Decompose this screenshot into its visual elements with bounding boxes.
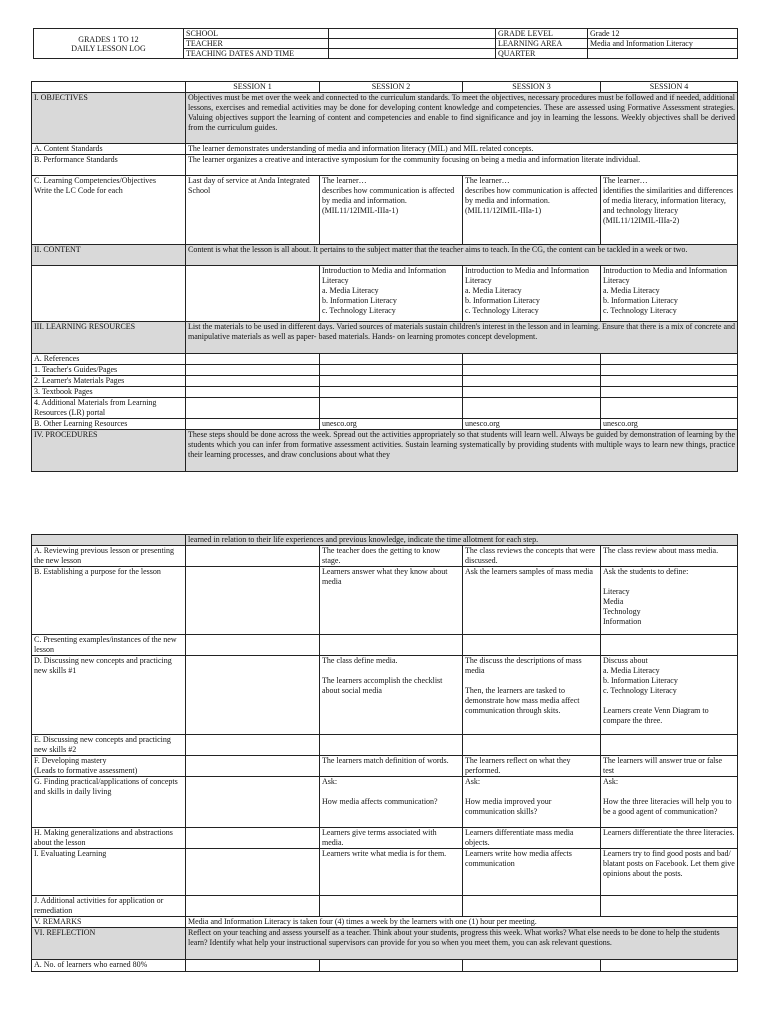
remarks-label: V. REMARKS bbox=[32, 917, 186, 928]
lesson-table-page-1 bbox=[31, 81, 738, 472]
procedure-j-label: J. Additional activities for application or remediation bbox=[32, 896, 186, 917]
procedure-h-row bbox=[32, 828, 738, 849]
competencies-session-2[interactable]: The learner… describes how communication is affected by media and information. (MIL11/12IMIL-IIIa-1) bbox=[320, 176, 463, 245]
additional-materials-session-2[interactable] bbox=[320, 398, 463, 419]
content-description: Content is what the lesson is all about. It pertains to the subject matter that the teacher aims to teach. In the CG, the content can be tackled in a week or two. bbox=[186, 245, 738, 266]
reflection-a-session-3[interactable] bbox=[463, 960, 601, 972]
learning-resources-label: III. LEARNING RESOURCES bbox=[32, 322, 186, 354]
teacher-value[interactable] bbox=[329, 39, 496, 49]
content-session-2[interactable]: Introduction to Media and Information Literacy a. Media Literacy b. Information Literacy c. Technology Literacy bbox=[320, 266, 463, 322]
procedure-a-row bbox=[32, 546, 738, 567]
school-label: SCHOOL bbox=[184, 29, 329, 39]
textbook-session-3[interactable] bbox=[463, 387, 601, 398]
procedure-b-session-1[interactable] bbox=[186, 567, 320, 635]
performance-standards-text[interactable]: The learner organizes a creative and interactive symposium for the community focusing on being a media and information literate individual. bbox=[186, 155, 738, 176]
procedures-description-continued: learned in relation to their life experiences and previous knowledge, indicate the time allotment for each step. bbox=[186, 535, 738, 546]
learners-materials-session-1[interactable] bbox=[186, 376, 320, 387]
competencies-session-4[interactable]: The learner… identifies the similarities and differences of media literacy, information literacy, and technology literacy (MIL11/12IMIL-IIIa-2) bbox=[601, 176, 738, 245]
procedure-j-session-3[interactable] bbox=[463, 896, 601, 917]
other-resources-session-1[interactable] bbox=[186, 419, 320, 430]
teachers-guide-session-2[interactable] bbox=[320, 365, 463, 376]
reflection-a-label: A. No. of learners who earned 80% bbox=[32, 960, 186, 972]
page-2 bbox=[0, 522, 768, 1024]
reflection-a-session-1[interactable] bbox=[186, 960, 320, 972]
procedure-j-session-1[interactable] bbox=[186, 896, 320, 917]
procedure-c-session-2[interactable] bbox=[320, 635, 463, 656]
procedure-i-label: I. Evaluating Learning bbox=[32, 849, 186, 896]
textbook-session-1[interactable] bbox=[186, 387, 320, 398]
procedure-b-row bbox=[32, 567, 738, 635]
additional-materials-session-1[interactable] bbox=[186, 398, 320, 419]
procedure-e-session-2[interactable] bbox=[320, 735, 463, 756]
procedure-d-session-4[interactable]: Discuss about a. Media Literacy b. Information Literacy c. Technology Literacy Learners create Venn Diagram to compare the three. bbox=[601, 656, 738, 735]
procedure-a-session-1[interactable] bbox=[186, 546, 320, 567]
learners-materials-row bbox=[32, 376, 738, 387]
content-standards-label: A. Content Standards bbox=[32, 144, 186, 155]
procedures-continued-row bbox=[32, 535, 738, 546]
procedures-row bbox=[32, 430, 738, 472]
textbook-session-2[interactable] bbox=[320, 387, 463, 398]
page-gap bbox=[0, 500, 768, 522]
procedure-f-session-4[interactable]: The learners will answer true or false test bbox=[601, 756, 738, 777]
teacher-label: TEACHER bbox=[184, 39, 329, 49]
learning-area-label: LEARNING AREA bbox=[496, 39, 588, 49]
blank-header-cell bbox=[32, 82, 186, 93]
remarks-text[interactable]: Media and Information Literacy is taken four (4) times a week by the learners with one (1) hour per meeting. bbox=[186, 917, 738, 928]
content-row bbox=[32, 245, 738, 266]
school-value[interactable] bbox=[329, 29, 496, 39]
performance-standards-label: B. Performance Standards bbox=[32, 155, 186, 176]
teachers-guide-session-1[interactable] bbox=[186, 365, 320, 376]
procedure-g-session-1[interactable] bbox=[186, 777, 320, 828]
document-title bbox=[34, 29, 184, 59]
title-line-1: GRADES 1 TO 12 bbox=[78, 34, 139, 44]
learning-area-value[interactable]: Media and Information Literacy bbox=[588, 39, 738, 49]
teachers-guide-row bbox=[32, 365, 738, 376]
additional-materials-row bbox=[32, 398, 738, 419]
procedure-f-label: F. Developing mastery (Leads to formative assessment) bbox=[32, 756, 186, 777]
learners-materials-session-3[interactable] bbox=[463, 376, 601, 387]
procedure-j-session-2[interactable] bbox=[320, 896, 463, 917]
procedure-i-row bbox=[32, 849, 738, 896]
textbook-row bbox=[32, 387, 738, 398]
session-header-row bbox=[32, 82, 738, 93]
procedure-h-label: H. Making generalizations and abstractions about the lesson bbox=[32, 828, 186, 849]
procedure-c-session-4[interactable] bbox=[601, 635, 738, 656]
session-3-header: SESSION 3 bbox=[463, 82, 601, 93]
procedure-b-label: B. Establishing a purpose for the lesson bbox=[32, 567, 186, 635]
procedure-f-session-1[interactable] bbox=[186, 756, 320, 777]
content-topics-row bbox=[32, 266, 738, 322]
procedure-h-session-1[interactable] bbox=[186, 828, 320, 849]
reflection-a-session-4[interactable] bbox=[601, 960, 738, 972]
content-session-3[interactable]: Introduction to Media and Information Literacy a. Media Literacy b. Information Literacy c. Technology Literacy bbox=[463, 266, 601, 322]
lesson-table-page-2 bbox=[31, 534, 738, 972]
procedure-i-session-4[interactable]: Learners try to find good posts and bad/ blatant posts on Facebook. Let them give opinions about the posts. bbox=[601, 849, 738, 896]
procedure-j-session-4[interactable] bbox=[601, 896, 738, 917]
procedure-a-session-3[interactable]: The class reviews the concepts that were discussed. bbox=[463, 546, 601, 567]
content-session-4[interactable]: Introduction to Media and Information Literacy a. Media Literacy b. Information Literacy c. Technology Literacy bbox=[601, 266, 738, 322]
textbook-label: 3. Textbook Pages bbox=[32, 387, 186, 398]
procedure-g-session-4[interactable]: Ask: How the three literacies will help you to be a good agent of communication? bbox=[601, 777, 738, 828]
procedure-a-session-2[interactable]: The teacher does the getting to know stage. bbox=[320, 546, 463, 567]
other-resources-session-4[interactable]: unesco.org bbox=[601, 419, 738, 430]
objectives-row bbox=[32, 93, 738, 144]
procedure-c-row bbox=[32, 635, 738, 656]
procedure-c-session-3[interactable] bbox=[463, 635, 601, 656]
references-session-2[interactable] bbox=[320, 354, 463, 365]
competencies-session-1[interactable]: Last day of service at Anda Integrated School bbox=[186, 176, 320, 245]
procedure-c-label: C. Presenting examples/instances of the new lesson bbox=[32, 635, 186, 656]
other-resources-session-3[interactable]: unesco.org bbox=[463, 419, 601, 430]
page-1 bbox=[0, 0, 768, 500]
session-2-header: SESSION 2 bbox=[320, 82, 463, 93]
procedure-e-session-3[interactable] bbox=[463, 735, 601, 756]
procedure-d-row bbox=[32, 656, 738, 735]
header-table bbox=[33, 28, 738, 59]
learning-resources-row bbox=[32, 322, 738, 354]
content-standards-text[interactable]: The learner demonstrates understanding of media and information literacy (MIL) and MIL related concepts. bbox=[186, 144, 738, 155]
procedure-e-session-4[interactable] bbox=[601, 735, 738, 756]
procedure-i-session-3[interactable]: Learners write how media affects communication bbox=[463, 849, 601, 896]
references-session-3[interactable] bbox=[463, 354, 601, 365]
objectives-label: I. OBJECTIVES bbox=[32, 93, 186, 144]
learners-materials-session-4[interactable] bbox=[601, 376, 738, 387]
references-label: A. References bbox=[32, 354, 186, 365]
content-label: II. CONTENT bbox=[32, 245, 186, 266]
procedure-e-label: E. Discussing new concepts and practicing new skills #2 bbox=[32, 735, 186, 756]
procedure-d-session-2[interactable]: The class define media. The learners accomplish the checklist about social media bbox=[320, 656, 463, 735]
reflection-row bbox=[32, 928, 738, 960]
procedures-label: IV. PROCEDURES bbox=[32, 430, 186, 472]
learning-resources-description: List the materials to be used in different days. Varied sources of materials sustain children's interest in the lesson and in learning. Ensure that there is a mix of concrete and manipulative materials as well as paper- based materials. Hands- on learning promotes concept development. bbox=[186, 322, 738, 354]
procedure-d-session-1[interactable] bbox=[186, 656, 320, 735]
reflection-label: VI. REFLECTION bbox=[32, 928, 186, 960]
reflection-a-row bbox=[32, 960, 738, 972]
procedure-a-label: A. Reviewing previous lesson or presenting the new lesson bbox=[32, 546, 186, 567]
additional-materials-label: 4. Additional Materials from Learning Resources (LR) portal bbox=[32, 398, 186, 419]
teachers-guide-session-3[interactable] bbox=[463, 365, 601, 376]
procedure-e-row bbox=[32, 735, 738, 756]
procedures-continued-blank bbox=[32, 535, 186, 546]
objectives-description: Objectives must be met over the week and connected to the curriculum standards. To meet the objectives, necessary procedures must be followed and if needed, additional lessons, exercises and remedial activities may be done for developing content knowledge and competencies. These are assessed using Formative Assessment strategies. Valuing objectives support the learning of content and competencies and enable to find significance and joy in learning the lessons. Weekly objectives shall be derived from the curriculum guides. bbox=[186, 93, 738, 144]
performance-standards-row bbox=[32, 155, 738, 176]
procedure-b-session-3[interactable]: Ask the learners samples of mass media bbox=[463, 567, 601, 635]
other-resources-row bbox=[32, 419, 738, 430]
references-row bbox=[32, 354, 738, 365]
procedure-h-session-4[interactable]: Learners differentiate the three literacies. bbox=[601, 828, 738, 849]
procedure-h-session-2[interactable]: Learners give terms associated with media. bbox=[320, 828, 463, 849]
procedure-i-session-1[interactable] bbox=[186, 849, 320, 896]
grade-level-value[interactable]: Grade 12 bbox=[588, 29, 738, 39]
procedure-g-session-3[interactable]: Ask: How media improved your communication skills? bbox=[463, 777, 601, 828]
procedure-d-label: D. Discussing new concepts and practicing new skills #1 bbox=[32, 656, 186, 735]
procedure-f-row bbox=[32, 756, 738, 777]
competencies-row bbox=[32, 176, 738, 245]
procedure-f-session-3[interactable]: The learners reflect on what they performed. bbox=[463, 756, 601, 777]
other-resources-label: B. Other Learning Resources bbox=[32, 419, 186, 430]
content-session-1[interactable] bbox=[186, 266, 320, 322]
grade-level-label: GRADE LEVEL bbox=[496, 29, 588, 39]
references-session-4[interactable] bbox=[601, 354, 738, 365]
procedure-i-session-2[interactable]: Learners write what media is for them. bbox=[320, 849, 463, 896]
procedure-f-session-2[interactable]: The learners match definition of words. bbox=[320, 756, 463, 777]
content-standards-row bbox=[32, 144, 738, 155]
procedure-g-session-2[interactable]: Ask: How media affects communication? bbox=[320, 777, 463, 828]
reflection-text: Reflect on your teaching and assess yourself as a teacher. Think about your students, progress this week. What works? What else needs to be done to help the students learn? Identify what help your instructional supervisors can provide for you so when you meet them, you can ask relevant questions. bbox=[186, 928, 738, 960]
quarter-value[interactable] bbox=[588, 49, 738, 59]
competencies-session-3[interactable]: The learner… describes how communication is affected by media and information. (MIL11/12IMIL-IIIa-1) bbox=[463, 176, 601, 245]
procedure-b-session-4[interactable]: Ask the students to define: Literacy Media Technology Information bbox=[601, 567, 738, 635]
content-topics-blank bbox=[32, 266, 186, 322]
procedure-h-session-3[interactable]: Learners differentiate mass media objects. bbox=[463, 828, 601, 849]
textbook-session-4[interactable] bbox=[601, 387, 738, 398]
quarter-label: QUARTER bbox=[496, 49, 588, 59]
learners-materials-session-2[interactable] bbox=[320, 376, 463, 387]
session-4-header: SESSION 4 bbox=[601, 82, 738, 93]
procedure-e-session-1[interactable] bbox=[186, 735, 320, 756]
learners-materials-label: 2. Learner's Materials Pages bbox=[32, 376, 186, 387]
other-resources-session-2[interactable]: unesco.org bbox=[320, 419, 463, 430]
remarks-row bbox=[32, 917, 738, 928]
procedure-b-session-2[interactable]: Learners answer what they know about media bbox=[320, 567, 463, 635]
procedure-d-session-3[interactable]: The discuss the descriptions of mass media Then, the learners are tasked to demonstrate how mass media affect communication through skits. bbox=[463, 656, 601, 735]
additional-materials-session-4[interactable] bbox=[601, 398, 738, 419]
procedure-c-session-1[interactable] bbox=[186, 635, 320, 656]
additional-materials-session-3[interactable] bbox=[463, 398, 601, 419]
procedure-g-label: G. Finding practical/applications of concepts and skills in daily living bbox=[32, 777, 186, 828]
dates-value[interactable] bbox=[329, 49, 496, 59]
references-session-1[interactable] bbox=[186, 354, 320, 365]
dates-label: TEACHING DATES AND TIME bbox=[184, 49, 329, 59]
title-line-2: DAILY LESSON LOG bbox=[71, 43, 146, 53]
teachers-guide-label: 1. Teacher's Guides/Pages bbox=[32, 365, 186, 376]
session-1-header: SESSION 1 bbox=[186, 82, 320, 93]
procedure-j-row bbox=[32, 896, 738, 917]
competencies-label: C. Learning Competencies/Objectives Write the LC Code for each bbox=[32, 176, 186, 245]
procedures-description: These steps should be done across the week. Spread out the activities appropriately so that students will learn well. Always be guided by demonstration of learning by the students which you can infer from formative assessment activities. Sustain learning systematically by providing students with multiple ways to learn new things, practice their learning processes, and draw conclusions about what they bbox=[186, 430, 738, 472]
reflection-a-session-2[interactable] bbox=[320, 960, 463, 972]
procedure-g-row bbox=[32, 777, 738, 828]
teachers-guide-session-4[interactable] bbox=[601, 365, 738, 376]
procedure-a-session-4[interactable]: The class review about mass media. bbox=[601, 546, 738, 567]
